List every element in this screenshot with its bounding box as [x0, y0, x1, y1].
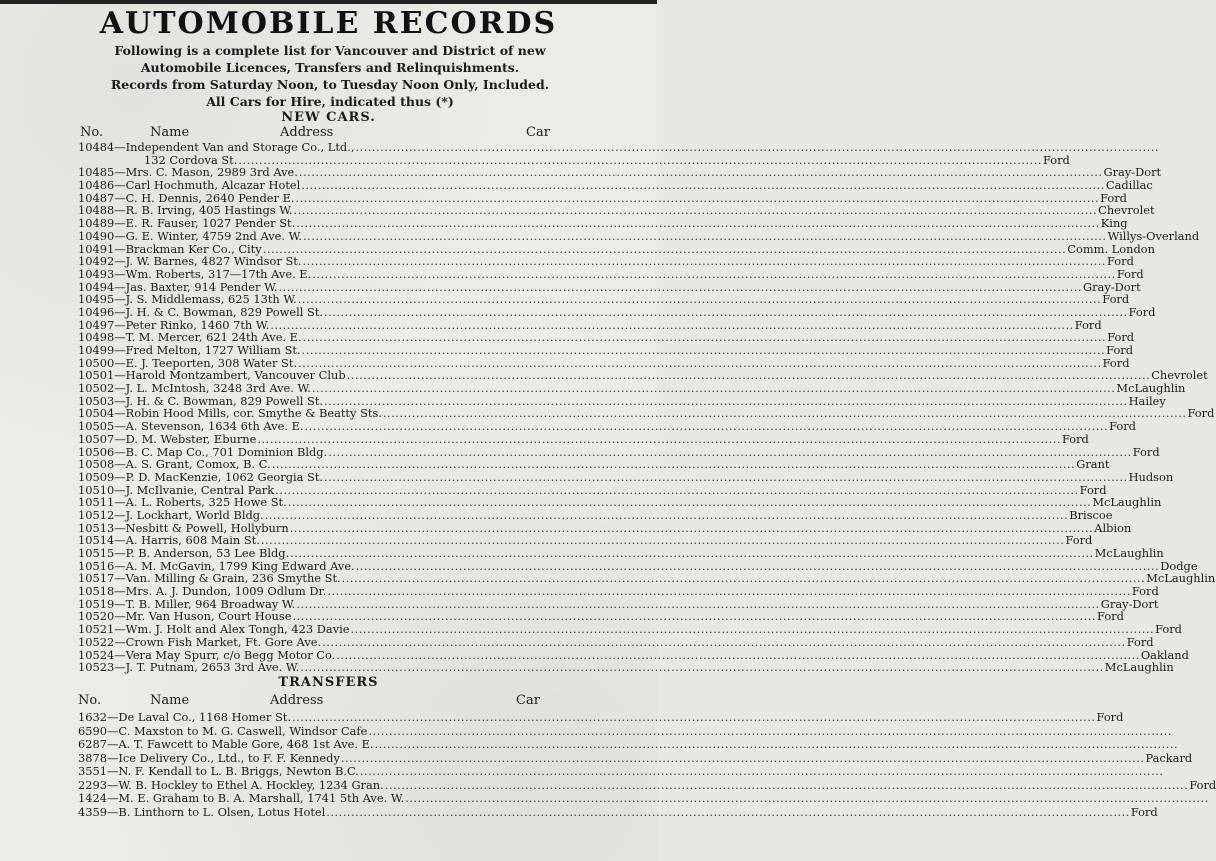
record-number: 10517	[78, 571, 115, 586]
record-name-address: P. D. MacKenzie, 1062 Georgia St.	[125, 469, 324, 484]
record-car-make: Ford	[1107, 330, 1135, 345]
record-number: 10515	[78, 546, 115, 560]
em-dash-separator: —	[114, 304, 126, 319]
em-dash-separator: —	[114, 558, 126, 573]
record-number: 10519	[78, 596, 115, 611]
transfer-record-row	[78, 738, 564, 752]
em-dash-separator: —	[114, 444, 126, 459]
record-name-address: Crown Fish Market, Ft. Gore Ave.	[125, 634, 322, 649]
new-cars-col-no: No.	[80, 125, 104, 140]
new-car-record-row	[78, 254, 1134, 269]
record-car-make: Gray-Dort	[1100, 596, 1159, 611]
record-number: 10506	[78, 444, 115, 459]
record-name-address: W. B. Hockley to Ethel A. Hockley, 1234 Gran.	[118, 777, 384, 792]
record-car-make: Ford	[1096, 710, 1124, 724]
record-name-address: M. E. Graham to B. A. Marshall, 1741 5th Ave. W.	[118, 791, 405, 805]
new-car-record-row	[78, 507, 1113, 522]
record-car-make: Chevrolet	[1151, 368, 1208, 383]
record-number: 10503	[78, 393, 115, 408]
record-name-address: R. B. Irving, 405 Hastings W.	[125, 203, 293, 218]
record-number: 10504	[78, 406, 115, 421]
record-name-address: A. L. Roberts, 325 Howe St.	[125, 495, 287, 510]
dot-leader	[257, 433, 1061, 446]
record-car-make: Ford	[1116, 266, 1144, 281]
record-number: 10524	[78, 647, 115, 662]
record-number: 10511	[78, 495, 115, 510]
em-dash-separator: —	[114, 609, 126, 624]
record-number: 10523	[78, 660, 115, 675]
record-car-make: Ford	[1097, 609, 1124, 624]
intro-line-4: All Cars for Hire, indicated thus (*)	[206, 94, 454, 109]
record-car-make: Ford	[1042, 152, 1070, 167]
dot-leader	[360, 765, 1164, 779]
record-number: 3551	[78, 764, 107, 778]
new-cars-list	[78, 140, 1216, 675]
record-number: 10512	[78, 507, 115, 522]
record-car-make: Briscoe	[1069, 507, 1113, 522]
record-car-make: Ford	[1079, 482, 1107, 497]
record-number: 10520	[78, 609, 115, 624]
em-dash-separator: —	[107, 710, 119, 724]
new-car-record-row	[78, 660, 1174, 675]
record-number: 10509	[78, 469, 115, 484]
em-dash-separator: —	[114, 216, 126, 231]
dot-leader	[326, 806, 1130, 820]
new-car-record-row	[78, 266, 1144, 281]
em-dash-separator: —	[114, 355, 126, 370]
new-car-record-row	[78, 622, 1182, 637]
em-dash-separator: —	[114, 584, 126, 599]
transfers-heading: TRANSFERS	[278, 675, 379, 690]
dot-leader	[302, 344, 1106, 357]
transfer-record-row	[78, 725, 564, 739]
transfer-record-row	[78, 792, 564, 806]
em-dash-separator: —	[114, 571, 126, 586]
em-dash-separator: —	[114, 431, 126, 446]
record-name-address: P. B. Anderson, 53 Lee Bldg.	[125, 546, 290, 560]
record-name-address: Harold Montzambert, Vancouver Club	[125, 368, 346, 383]
em-dash-separator: —	[114, 482, 126, 497]
record-car-make: Hudson	[1128, 469, 1174, 484]
record-number: 1424	[78, 791, 107, 805]
record-name-address: C. Maxston to M. G. Caswell, Windsor Cafe	[118, 723, 368, 738]
record-number: 4359	[78, 804, 107, 819]
record-name-address: Van. Milling & Grain, 236 Smythe St.	[125, 571, 341, 586]
record-name-address: Nesbitt & Powell, Hollyburn	[125, 520, 289, 535]
dot-leader	[355, 141, 1159, 154]
transfers-col-no: No.	[78, 693, 102, 708]
record-name-address: T. B. Miller, 964 Broadway W.	[125, 596, 296, 611]
record-name-address: G. E. Winter, 4759 2nd Ave. W.	[125, 228, 302, 243]
new-car-record-row	[78, 178, 1153, 193]
em-dash-separator: —	[114, 292, 126, 307]
em-dash-separator: —	[107, 777, 119, 792]
record-name-address: A. M. McGavin, 1799 King Edward Ave.	[125, 558, 355, 573]
new-car-record-row	[78, 546, 1164, 560]
transfer-record-row	[78, 750, 1193, 766]
record-name-address: A. Harris, 608 Main St.	[125, 533, 260, 548]
record-name-address: Mr. Van Huson, Court House	[125, 609, 292, 624]
dot-leader	[303, 230, 1107, 243]
new-cars-col-car: Car	[526, 125, 550, 140]
record-number: 10492	[78, 254, 115, 269]
dot-leader	[327, 585, 1131, 598]
dot-leader	[322, 636, 1126, 649]
new-car-record-row	[78, 469, 1174, 484]
top-rule	[0, 0, 657, 4]
em-dash-separator: —	[114, 647, 126, 662]
record-name-address: J. L. McIntosh, 3248 3rd Ave. W.	[125, 381, 311, 396]
record-name-address: Mrs. A. J. Dundon, 1009 Odlum Dr.	[125, 584, 327, 599]
record-car-make: Ford	[1107, 254, 1134, 269]
record-car-make: Packard	[1145, 750, 1193, 765]
record-car-make: Grant	[1076, 457, 1110, 472]
record-number: 10487	[78, 190, 115, 205]
record-number: 10510	[78, 482, 115, 497]
new-car-record-row	[78, 141, 564, 154]
record-name-address: Independent Van and Storage Co., Ltd.,	[125, 140, 355, 154]
new-car-record-row	[78, 343, 1134, 357]
em-dash-separator: —	[114, 140, 126, 154]
dot-leader	[302, 255, 1106, 268]
record-name-address: Vera May Spurr, c/o Begg Motor Co.	[125, 647, 336, 662]
em-dash-separator: —	[114, 228, 126, 243]
record-name-address: E. R. Fauser, 1027 Pender St.	[125, 216, 296, 231]
record-car-make: McLaughlin	[1094, 546, 1164, 560]
record-number: 10491	[78, 241, 115, 256]
record-number: 10521	[78, 622, 115, 637]
dot-leader	[351, 623, 1155, 636]
em-dash-separator: —	[114, 393, 126, 408]
record-number: 10497	[78, 317, 115, 332]
new-car-record-row	[78, 304, 1156, 319]
record-name-address: Robin Hood Mills, cor. Smythe & Beatty Sts.	[125, 406, 382, 421]
record-car-make: Ford	[1132, 444, 1160, 459]
em-dash-separator: —	[114, 266, 126, 281]
em-dash-separator: —	[114, 330, 126, 345]
dot-leader	[265, 509, 1069, 522]
record-number: 10490	[78, 228, 115, 243]
record-car-make: Ford	[1102, 355, 1130, 370]
record-name-address: E. J. Teeporten, 308 Water St.	[125, 355, 298, 370]
em-dash-separator: —	[114, 622, 126, 637]
dot-leader	[312, 268, 1116, 281]
record-number: 10486	[78, 178, 115, 193]
record-number: 10502	[78, 381, 115, 396]
record-name-address: Jas. Baxter, 914 Pender W.	[125, 279, 278, 294]
record-car-make: McLaughlin	[1092, 495, 1162, 510]
record-car-make: Ford	[1109, 419, 1136, 434]
record-car-make: Ford	[1187, 406, 1215, 421]
record-number: 10496	[78, 304, 115, 319]
em-dash-separator: —	[114, 469, 126, 484]
em-dash-separator: —	[114, 533, 126, 548]
record-number: 3878	[78, 750, 107, 765]
transfer-record-row	[78, 777, 1216, 793]
record-name-address: A. T. Fawcett to Mable Gore, 468 1st Ave. E.	[118, 737, 374, 751]
record-name-address: Ice Delivery Co., Ltd., to F. F. Kennedy	[118, 750, 340, 765]
record-number: 10508	[78, 457, 115, 472]
record-car-make: Gray-Dort	[1103, 165, 1162, 180]
new-car-record-row	[78, 431, 1089, 446]
dot-leader	[290, 547, 1094, 560]
em-dash-separator: —	[114, 660, 126, 675]
transfers-col-car: Car	[516, 693, 540, 708]
transfer-record-row	[78, 804, 1158, 820]
em-dash-separator: —	[114, 241, 126, 256]
new-cars-heading: NEW CARS.	[281, 110, 376, 125]
masthead-title: AUTOMOBILE RECORDS	[99, 6, 558, 41]
record-car-make: Comm. London	[1067, 241, 1155, 256]
record-number: 10514	[78, 533, 115, 548]
dot-leader	[368, 725, 1172, 739]
em-dash-separator: —	[114, 165, 126, 180]
record-name-address: J. H. & C. Bowman, 829 Powell St.	[125, 393, 324, 408]
em-dash-separator: —	[107, 723, 119, 738]
em-dash-separator: —	[114, 203, 126, 218]
record-name-address: Carl Hochmuth, Alcazar Hotel	[125, 178, 301, 193]
record-name-address: J. Lockhart, World Bldg.	[125, 507, 264, 522]
record-name-address: J. McIlvanie, Central Park	[125, 482, 275, 497]
record-car-make: Albion	[1094, 520, 1132, 535]
record-name-address: J. H. & C. Bowman, 829 Powell St.	[125, 304, 324, 319]
dot-leader	[341, 752, 1145, 766]
record-number: 10500	[78, 355, 115, 370]
record-name-address: Brackman Ker Co., City	[125, 241, 262, 256]
em-dash-separator: —	[114, 178, 126, 193]
new-car-record-row	[78, 216, 1128, 231]
em-dash-separator: —	[114, 495, 126, 510]
record-number: 10488	[78, 203, 115, 218]
record-name-address: T. M. Mercer, 621 24th Ave. E.	[125, 330, 302, 345]
record-car-make: King	[1100, 216, 1128, 231]
record-car-make: McLaughlin	[1104, 660, 1174, 675]
new-car-record-row	[78, 457, 1110, 472]
record-number: 10493	[78, 266, 115, 281]
dot-leader	[301, 179, 1105, 192]
em-dash-separator: —	[107, 764, 119, 778]
record-car-make: McLaughlin	[1116, 381, 1186, 396]
record-name-address: A. S. Grant, Comox, B. C.	[125, 457, 271, 472]
dot-leader	[324, 306, 1128, 319]
record-number: 10498	[78, 330, 115, 345]
record-number: 10489	[78, 216, 115, 231]
record-name-address: De Laval Co., 1168 Homer St.	[118, 710, 291, 724]
em-dash-separator: —	[107, 791, 119, 805]
em-dash-separator: —	[114, 368, 126, 383]
new-car-record-row	[78, 419, 1136, 434]
dot-leader	[375, 738, 1179, 752]
em-dash-separator: —	[114, 634, 126, 649]
record-car-make: Ford	[1106, 343, 1134, 357]
record-number: 10505	[78, 419, 115, 434]
record-car-make: Willys-Overland	[1107, 228, 1200, 243]
dot-leader	[312, 382, 1116, 395]
new-car-record-row	[78, 381, 1186, 396]
record-name-address: Wm. J. Holt and Alex Tongh, 423 Davie	[125, 622, 350, 637]
record-car-make: Ford	[1074, 317, 1102, 332]
record-name-address: Fred Melton, 1727 William St.	[125, 343, 301, 357]
record-name-address: 132 Cordova St.	[144, 152, 238, 167]
intro-block	[60, 42, 600, 110]
record-number: 10507	[78, 431, 115, 446]
record-car-make: Ford	[1100, 190, 1127, 205]
record-name-address: D. M. Webster, Eburne	[125, 431, 257, 446]
em-dash-separator: —	[114, 381, 126, 396]
record-number: 10516	[78, 558, 115, 573]
intro-line-2: Automobile Licences, Transfers and Relinquishments.	[140, 60, 520, 75]
record-car-make: Ford	[1131, 584, 1159, 599]
record-number: 2293	[78, 777, 107, 792]
em-dash-separator: —	[114, 343, 126, 357]
em-dash-separator: —	[114, 254, 126, 269]
em-dash-separator: —	[114, 546, 126, 560]
intro-line-1: Following is a complete list for Vancouver and District of new	[114, 43, 546, 58]
em-dash-separator: —	[114, 520, 126, 535]
dot-leader	[272, 458, 1076, 471]
record-number: 10485	[78, 165, 115, 180]
record-number: 10495	[78, 292, 115, 307]
em-dash-separator: —	[107, 737, 119, 751]
intro-line-3: Records from Saturday Noon, to Tuesday Noon Only, Included.	[110, 77, 550, 92]
record-car-make: Ford	[1061, 431, 1089, 446]
dot-leader	[385, 779, 1189, 793]
transfer-record-row	[78, 710, 1124, 725]
record-car-make: Ford	[1130, 804, 1158, 819]
record-name-address: J. S. Middlemass, 625 13th W.	[125, 292, 297, 307]
record-car-make: Ford	[1126, 634, 1154, 649]
new-car-record-row	[78, 584, 1159, 599]
record-car-make: McLaughlin	[1146, 571, 1216, 586]
record-car-make: Dodge	[1160, 558, 1198, 573]
transfers-col-name: Name	[150, 693, 190, 708]
record-car-make: Hailey	[1128, 393, 1166, 408]
record-number: 10522	[78, 634, 115, 649]
record-name-address: B. Linthorn to L. Olsen, Lotus Hotel	[118, 804, 326, 819]
new-cars-col-name: Name	[150, 125, 190, 140]
em-dash-separator: —	[114, 279, 126, 294]
record-car-make: Ford	[1065, 533, 1093, 548]
record-car-make: Ford	[1155, 622, 1182, 637]
record-name-address: Mrs. C. Mason, 2989 3rd Ave.	[125, 165, 298, 180]
record-number: 10494	[78, 279, 115, 294]
dot-leader	[300, 661, 1104, 674]
dot-leader	[296, 217, 1100, 230]
record-name-address: N. F. Kendall to L. B. Briggs, Newton B.C.	[118, 764, 359, 778]
dot-leader	[305, 420, 1109, 433]
em-dash-separator: —	[114, 419, 126, 434]
record-name-address: B. C. Map Co., 701 Dominion Bldg.	[125, 444, 328, 459]
record-car-make: Cadillac	[1105, 178, 1153, 193]
record-car-make: Ford	[1189, 777, 1216, 792]
em-dash-separator: —	[114, 190, 126, 205]
record-number: 1632	[78, 710, 107, 724]
em-dash-separator: —	[107, 750, 119, 765]
transfer-record-row	[78, 765, 564, 779]
em-dash-separator: —	[114, 317, 126, 332]
new-car-record-row	[78, 634, 1154, 649]
record-number: 10499	[78, 343, 115, 357]
record-number: 10518	[78, 584, 115, 599]
em-dash-separator: —	[114, 596, 126, 611]
record-number: 6590	[78, 723, 107, 738]
em-dash-separator: —	[107, 804, 119, 819]
em-dash-separator: —	[114, 406, 126, 421]
record-number: 6287	[78, 737, 107, 751]
record-car-make: Chevrolet	[1098, 203, 1155, 218]
record-name-address: J. T. Putnam, 2653 3rd Ave. W.	[125, 660, 300, 675]
record-car-make: Oakland	[1140, 647, 1189, 662]
record-car-make: Ford	[1102, 292, 1130, 307]
record-car-make: Gray-Dort	[1083, 279, 1141, 294]
em-dash-separator: —	[114, 457, 126, 472]
em-dash-separator: —	[114, 507, 126, 522]
dot-leader	[405, 792, 1209, 806]
dot-leader	[324, 471, 1128, 484]
transfers-list	[78, 710, 1216, 819]
record-name-address: C. H. Dennis, 2640 Pender E.	[125, 190, 295, 205]
transfers-col-address: Address	[270, 693, 324, 708]
record-number: 10501	[78, 368, 115, 383]
record-name-address: A. Stevenson, 1634 6th Ave. E.	[125, 419, 304, 434]
record-number: 10513	[78, 520, 115, 535]
new-car-record-row	[78, 228, 1200, 243]
record-car-make: Ford	[1128, 304, 1156, 319]
dot-leader	[292, 711, 1096, 725]
record-name-address: J. W. Barnes, 4827 Windsor St.	[125, 254, 302, 269]
new-cars-col-address: Address	[280, 125, 334, 140]
record-name-address: Wm. Roberts, 317—17th Ave. E.	[125, 266, 312, 281]
record-name-address: Peter Rinko, 1460 7th W.	[125, 317, 270, 332]
record-number: 10484	[78, 140, 115, 154]
